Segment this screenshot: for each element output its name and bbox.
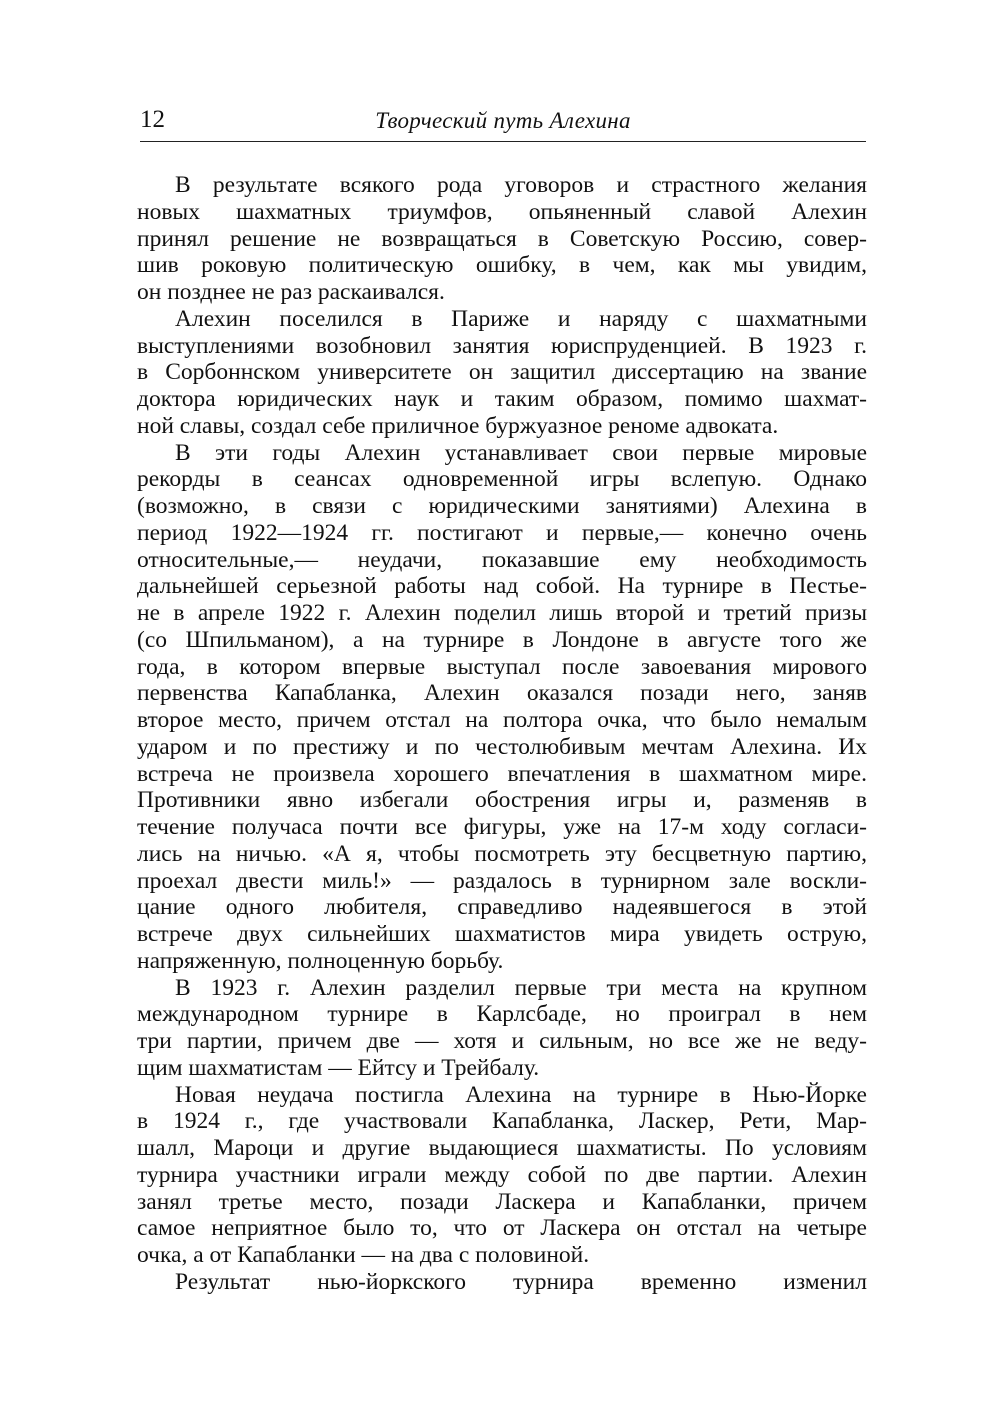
text-line: период 1922—1924 гг. постигают и первые,— конечно очень (137, 519, 867, 546)
page-number: 12 (140, 106, 165, 133)
text-line: (со Шпильманом), а на турнире в Лондоне в августе того же (137, 626, 867, 653)
text-line: международном турнире в Карлсбаде, но проиграл в нем (137, 1001, 867, 1028)
text-line: самое неприятное было то, что от Ласкера он отстал на четыре (137, 1215, 867, 1242)
text-line: напряженную, полноценную борьбу. (137, 947, 504, 974)
text-line: он позднее не раз раскаивался. (137, 279, 445, 305)
text-line: в 1924 г., где участвовали Капабланка, Ласкер, Рети, Мар- (137, 1108, 867, 1135)
text-line: Результат нью-йоркского турнира временно изменил (175, 1268, 867, 1295)
text-line: второе место, причем отстал на полтора очка, что было немалым (137, 707, 867, 733)
running-header (140, 104, 866, 140)
text-line: рекорды в сеансах одновременной игры вслепую. Однако (137, 466, 867, 493)
text-line: В эти годы Алехин устанавливает свои первые мировые (175, 439, 867, 466)
text-line: цание одного любителя, справедливо надеявшегося в этой (137, 894, 867, 921)
text-line: течение получаса почти все фигуры, уже на 17-м ходу согласи- (137, 814, 867, 840)
text-line: В 1923 г. Алехин разделил первые три места на крупном (175, 974, 867, 1001)
text-line: встреча не произвела хорошего впечатления в шахматном мире. (137, 760, 867, 787)
text-line: ударом и по престижу и по честолюбивым мечтам Алехина. Их (137, 733, 867, 760)
text-line: лись на ничью. «А я, чтобы посмотреть эту бесцветную партию, (137, 840, 867, 867)
text-line: встрече двух сильнейших шахматистов мира увидеть острую, (137, 921, 867, 947)
text-line: проехал двести миль!» — раздалось в турнирном зале воскли- (137, 867, 867, 894)
running-title: Творческий путь Алехина (375, 108, 631, 133)
body-text (137, 172, 867, 1296)
text-line: новых шахматных триумфов, опьяненный славой Алехин (137, 198, 867, 225)
text-line: щим шахматистам — Ейтсу и Трейбалу. (137, 1054, 540, 1081)
text-line: в Сорбоннском университете он защитил диссертацию на звание (137, 359, 867, 386)
text-line: года, в котором впервые выступал после завоевания мирового (137, 653, 867, 680)
text-line: (возможно, в связи с юридическими занятиями) Алехина в (137, 493, 867, 519)
text-line: шив роковую политическую ошибку, в чем, как мы увидим, (137, 252, 867, 279)
text-line: Новая неудача постигла Алехина на турнире в Нью-Йорке (175, 1081, 867, 1108)
text-line: выступлениями возобновил занятия юриспруденцией. В 1923 г. (137, 332, 867, 359)
text-line: относительные,— неудачи, показавшие ему необходимость (137, 546, 867, 573)
text-line: Противники явно избегали обострения игры и, разменяв в (137, 787, 867, 814)
text-line: не в апреле 1922 г. Алехин поделил лишь второй и третий призы (137, 600, 867, 626)
text-line: очка, а от Капабланки — на два с половиной. (137, 1242, 590, 1268)
text-line: три партии, причем две — хотя и сильным, но все же не веду- (137, 1028, 867, 1054)
text-line: турнира участники играли между собой по две партии. Алехин (137, 1161, 867, 1188)
text-line: Алехин поселился в Париже и наряду с шахматными (175, 305, 867, 332)
text-line: первенства Капабланка, Алехин оказался позади него, заняв (137, 680, 867, 707)
text-line: принял решение не возвращаться в Советскую Россию, совер- (137, 225, 867, 252)
text-line: В результате всякого рода уговоров и страстного желания (175, 172, 867, 198)
text-line: занял третье место, позади Ласкера и Капабланки, причем (137, 1188, 867, 1215)
text-line: дальнейшей серьезной работы над собой. На турнире в Пестье- (137, 573, 867, 600)
header-rule (140, 141, 866, 142)
text-line: шалл, Мароци и другие выдающиеся шахматисты. По условиям (137, 1135, 867, 1161)
text-line: ной славы, создал себе приличное буржуазное реноме адвоката. (137, 412, 779, 439)
text-line: доктора юридических наук и таким образом, помимо шахмат- (137, 386, 867, 412)
